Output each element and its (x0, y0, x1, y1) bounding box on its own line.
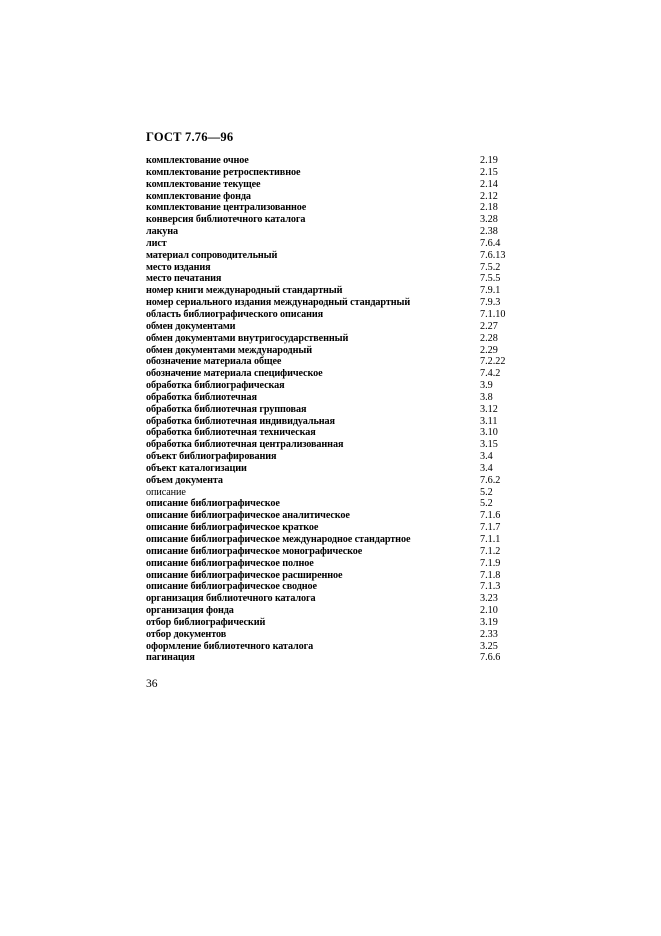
index-reference: 3.9 (480, 380, 493, 392)
index-term: обозначение материала специфическое (146, 368, 323, 380)
index-reference: 2.28 (480, 332, 498, 344)
index-term: место печатания (146, 273, 222, 285)
index-entry (146, 179, 526, 191)
index-term: обработка библиотечная централизованная (146, 439, 344, 451)
index-entry (146, 333, 526, 345)
document-header: ГОСТ 7.76—96 (146, 130, 234, 144)
page-number: 36 (146, 678, 158, 690)
index-term: обработка библиотечная (146, 391, 257, 403)
index-entry (146, 475, 526, 487)
index-term: описание библиографическое аналитическое (146, 510, 350, 522)
index-term: комплектование очное (146, 155, 249, 166)
index-term: обозначение материала общее (146, 356, 282, 368)
index-term: отбор библиографический (146, 616, 266, 628)
index-term: обработка библиотечная индивидуальная (146, 415, 335, 427)
index-term: отбор документов (146, 628, 227, 640)
index-reference: 7.1.7 (480, 522, 501, 534)
index-term: организация библиотечного каталога (146, 593, 316, 605)
index-entry (146, 297, 526, 309)
index-term: лакуна (146, 226, 178, 238)
index-entry (146, 487, 526, 499)
index-reference: 7.5.5 (480, 273, 501, 285)
index-reference: 7.4.2 (480, 368, 501, 380)
index-reference: 7.1.3 (480, 581, 501, 593)
index-term: номер книги международный стандартный (146, 285, 343, 297)
index-term: обмен документами международный (146, 344, 312, 356)
index-entry (146, 155, 526, 167)
index-reference: 2.33 (480, 628, 498, 640)
index-entry (146, 439, 526, 451)
index-reference: 5.2 (480, 486, 493, 498)
index-reference: 7.1.6 (480, 510, 501, 522)
index-term: обмен документами внутригосударственный (146, 332, 349, 344)
index-reference: 2.38 (480, 226, 498, 238)
index-term: описание библиографическое (146, 498, 280, 510)
index-reference: 2.29 (480, 344, 498, 356)
index-entry (146, 262, 526, 274)
index-term: комплектование ретроспективное (146, 166, 301, 178)
index-term: описание библиографическое краткое (146, 522, 319, 534)
index-entry (146, 510, 526, 522)
index-term: комплектование централизованное (146, 202, 307, 214)
index-entry (146, 214, 526, 226)
index-reference: 2.27 (480, 320, 498, 332)
index-entry (146, 321, 526, 333)
index-term: оформление библиотечного каталога (146, 640, 314, 652)
term-index-list (146, 155, 526, 664)
index-reference: 7.6.2 (480, 474, 501, 486)
index-term: материал сопроводительный (146, 249, 278, 261)
index-reference: 2.18 (480, 202, 498, 214)
index-reference: 2.12 (480, 190, 498, 202)
index-term: конверсия библиотечного каталога (146, 214, 306, 226)
index-reference: 3.8 (480, 391, 493, 403)
index-term: описание библиографическое монографическое (146, 545, 363, 557)
index-entry (146, 226, 526, 238)
index-reference: 3.19 (480, 616, 498, 628)
index-term: комплектование фонда (146, 190, 251, 202)
index-term: пагинация (146, 652, 195, 664)
index-term: место издания (146, 261, 211, 273)
index-entry (146, 285, 526, 297)
index-reference: 7.9.1 (480, 285, 501, 297)
index-term: объект библиографирования (146, 451, 277, 463)
index-entry (146, 273, 526, 285)
index-term: обработка библиотечная техническая (146, 427, 316, 439)
index-term: номер сериального издания международный стандартный (146, 297, 411, 309)
index-entry (146, 191, 526, 203)
index-entry (146, 570, 526, 582)
index-term: описание библиографическое сводное (146, 581, 317, 593)
index-term: обработка библиотечная групповая (146, 403, 307, 415)
index-term: организация фонда (146, 605, 234, 617)
index-term: объект каталогизации (146, 462, 247, 474)
index-reference: 3.10 (480, 427, 498, 439)
index-entry (146, 463, 526, 475)
index-entry (146, 368, 526, 380)
index-entry (146, 404, 526, 416)
index-entry (146, 593, 526, 605)
index-entry (146, 202, 526, 214)
index-term: обработка библиографическая (146, 380, 285, 392)
index-reference: 3.15 (480, 439, 498, 451)
index-entry (146, 581, 526, 593)
index-entry (146, 250, 526, 262)
index-reference: 7.5.2 (480, 261, 501, 273)
index-entry (146, 546, 526, 558)
index-term: обмен документами (146, 320, 236, 332)
index-reference: 2.19 (480, 155, 498, 166)
index-reference: 2.14 (480, 178, 498, 190)
index-reference: 7.6.6 (480, 652, 501, 664)
index-entry (146, 617, 526, 629)
index-entry (146, 167, 526, 179)
index-entry (146, 498, 526, 510)
index-term: объем документа (146, 474, 223, 486)
index-reference: 2.15 (480, 166, 498, 178)
index-entry (146, 345, 526, 357)
index-reference: 7.1.1 (480, 534, 501, 545)
index-term: комплектование текущее (146, 178, 261, 190)
index-entry (146, 652, 526, 664)
index-reference: 7.1.8 (480, 569, 501, 581)
index-entry (146, 238, 526, 250)
index-reference: 2.10 (480, 605, 498, 617)
index-entry (146, 392, 526, 404)
index-term: описание библиографическое расширенное (146, 569, 343, 581)
index-reference: 7.1.10 (480, 308, 506, 320)
index-entry (146, 356, 526, 368)
index-reference: 7.6.13 (480, 249, 506, 261)
index-term: описание (146, 486, 186, 498)
index-reference: 3.4 (480, 451, 493, 463)
index-reference: 3.12 (480, 403, 498, 415)
index-entry (146, 451, 526, 463)
index-entry (146, 641, 526, 653)
index-entry (146, 534, 526, 546)
index-reference: 3.4 (480, 462, 493, 474)
index-entry (146, 309, 526, 321)
index-reference: 7.9.3 (480, 297, 501, 309)
index-reference: 3.25 (480, 640, 498, 652)
index-reference: 3.11 (480, 415, 498, 427)
index-reference: 7.1.9 (480, 557, 501, 569)
index-reference: 7.6.4 (480, 237, 501, 249)
index-entry (146, 427, 526, 439)
index-reference: 5.2 (480, 498, 493, 510)
index-term: область библиографического описания (146, 308, 324, 320)
index-term: описание библиографическое полное (146, 557, 314, 569)
index-entry (146, 558, 526, 570)
index-term: описание библиографическое международное стандартное (146, 534, 411, 545)
index-reference: 3.28 (480, 214, 498, 226)
index-entry (146, 629, 526, 641)
index-entry (146, 522, 526, 534)
index-entry (146, 380, 526, 392)
index-term: лист (146, 237, 167, 249)
index-entry (146, 605, 526, 617)
index-entry (146, 416, 526, 428)
index-reference: 7.1.2 (480, 545, 501, 557)
index-reference: 7.2.22 (480, 356, 506, 368)
index-reference: 3.23 (480, 593, 498, 605)
